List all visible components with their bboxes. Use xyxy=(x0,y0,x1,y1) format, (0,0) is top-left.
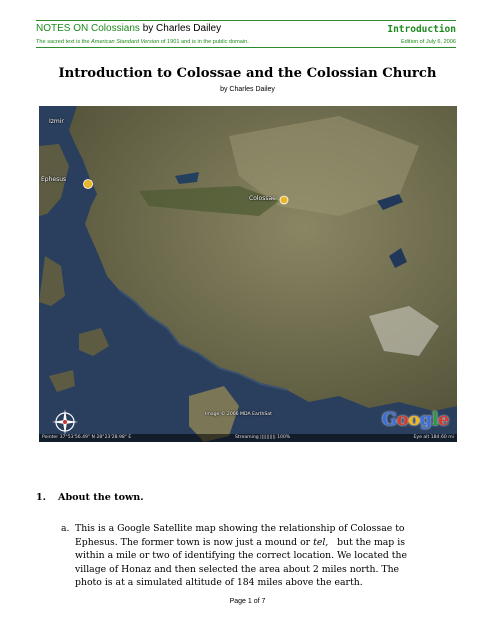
satellite-map xyxy=(39,106,457,442)
map-copyright: Image © 2006 MDA EarthSat xyxy=(205,412,272,417)
notice-version: American Standard Version xyxy=(91,39,160,45)
map-status-bar xyxy=(39,434,457,442)
section-heading xyxy=(36,492,144,503)
line-2-end: but the map is xyxy=(337,536,405,548)
colossae-marker-icon[interactable] xyxy=(280,196,288,204)
notice-suffix: of 1901 and is in the public domain. xyxy=(160,39,249,45)
eye-altitude: Eye alt 184.60 mi xyxy=(413,435,454,440)
ephesus-marker-icon[interactable] xyxy=(84,180,93,189)
line-1-text: This is a Google Satellite map showing the relationship of Colossae to xyxy=(75,523,405,534)
paragraph-line-1 xyxy=(75,522,464,536)
series-byline: by Charles Dailey xyxy=(142,23,222,34)
paragraph-line-3: within a mile or two of identifying the correct location. We located the xyxy=(75,550,407,562)
streaming-status: Streaming |||||||||| 100% xyxy=(235,435,291,440)
header-top-rule xyxy=(36,20,456,21)
paragraph-line-5: photo is at a simulated altitude of 184 miles above the earth. xyxy=(75,577,363,589)
map-label-izmir: Izmir xyxy=(49,118,64,125)
map-label-ephesus: Ephesus xyxy=(41,176,67,183)
page-title: Introduction to Colossae and the Colossian Church xyxy=(58,66,437,81)
series-title xyxy=(36,23,221,34)
page-author: by Charles Dailey xyxy=(220,86,275,93)
notice-prefix: The sacred text is the xyxy=(36,39,90,45)
line-2-start: Ephesus. The former town is now just a mound or xyxy=(75,536,311,548)
section-title: About the town. xyxy=(58,492,144,503)
pointer-coordinates: Pointer 37°53'56.49" N 28°23'28.98" E xyxy=(42,435,132,440)
paragraph-line-4: village of Honaz and then selected the area about 2 miles north. The xyxy=(75,563,400,575)
paragraph-line-2 xyxy=(75,536,405,550)
section-name: Introduction xyxy=(387,24,456,35)
header-bottom-rule xyxy=(36,47,456,48)
google-logo: Google xyxy=(381,409,449,430)
paragraph-label: a. xyxy=(61,523,70,534)
map-label-colossae: Colossae xyxy=(249,195,276,202)
page-number: Page 1 of 7 xyxy=(229,598,266,605)
edition-date: Edition of July 6, 2006 xyxy=(400,39,456,45)
public-domain-notice xyxy=(36,39,249,45)
map-terrain xyxy=(39,106,457,442)
series-name: NOTES ON Colossians xyxy=(36,23,140,34)
line-2-italic: tel, xyxy=(313,536,329,548)
section-number: 1. xyxy=(36,492,47,503)
